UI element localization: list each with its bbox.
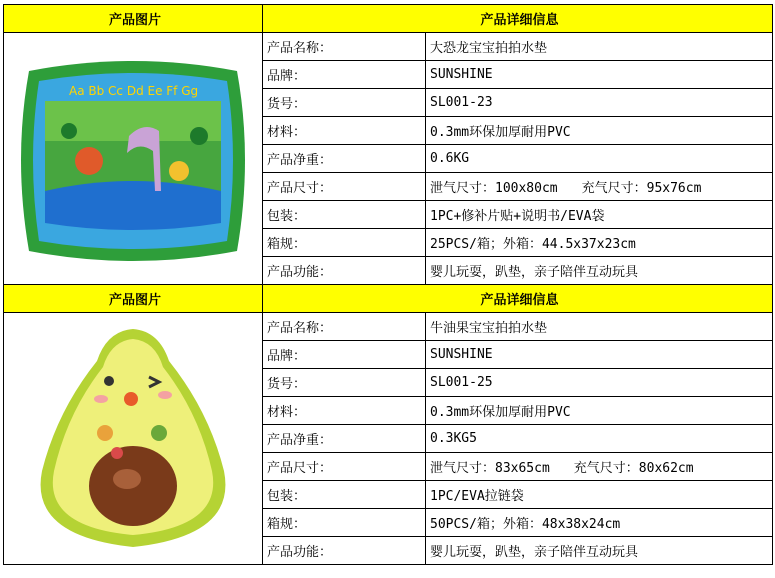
row-label: 包装：: [263, 481, 426, 509]
inflated-size: 充气尺寸：80x62cm: [573, 461, 694, 476]
row-label: 产品名称：: [263, 33, 426, 61]
row-value: SL001-25: [426, 369, 773, 397]
row-label: 箱规：: [263, 229, 426, 257]
row-value: 0.6KG: [426, 145, 773, 173]
avocado-water-mat-icon: [9, 321, 257, 557]
header-row: [4, 5, 773, 33]
row-label: 品牌：: [263, 341, 426, 369]
row-label: 产品功能：: [263, 537, 426, 565]
row-label: 产品净重：: [263, 145, 426, 173]
product-table: [3, 4, 773, 565]
product-image-cell: [4, 313, 263, 565]
row-label: 品牌：: [263, 61, 426, 89]
row-value: [426, 453, 773, 481]
row-value: 0.3KG5: [426, 425, 773, 453]
mat-letters: Aa Bb Cc Dd Ee Ff Gg: [69, 83, 199, 98]
row-value: 1PC/EVA拉链袋: [426, 481, 773, 509]
header-row: [4, 285, 773, 313]
row-value: 婴儿玩耍，趴垫，亲子陪伴互动玩具: [426, 257, 773, 285]
header-details-cell: 产品详细信息: [263, 285, 773, 313]
row-label: 产品尺寸：: [263, 173, 426, 201]
row-value: 大恐龙宝宝拍拍水垫: [426, 33, 773, 61]
row-value: 牛油果宝宝拍拍水垫: [426, 313, 773, 341]
row-label: 货号：: [263, 89, 426, 117]
row-label: 产品名称：: [263, 313, 426, 341]
row-label: 货号：: [263, 369, 426, 397]
row-value: 婴儿玩耍，趴垫，亲子陪伴互动玩具: [426, 537, 773, 565]
table-row: [4, 33, 773, 61]
header-image-cell: 产品图片: [4, 285, 263, 313]
row-label: 产品净重：: [263, 425, 426, 453]
row-label: 包装：: [263, 201, 426, 229]
header-image-cell: 产品图片: [4, 5, 263, 33]
row-value: [426, 173, 773, 201]
inflated-size: 充气尺寸：95x76cm: [581, 181, 702, 196]
dinosaur-water-mat-icon: [9, 41, 257, 277]
row-value: SUNSHINE: [426, 341, 773, 369]
row-label: 箱规：: [263, 509, 426, 537]
row-value: 25PCS/箱；外箱：44.5x37x23cm: [426, 229, 773, 257]
product-image-cell: [4, 33, 263, 285]
header-details-cell: 产品详细信息: [263, 5, 773, 33]
deflated-size: 泄气尺寸：83x65cm: [430, 461, 550, 476]
row-value: 0.3mm环保加厚耐用PVC: [426, 117, 773, 145]
row-value: SUNSHINE: [426, 61, 773, 89]
row-value: SL001-23: [426, 89, 773, 117]
deflated-size: 泄气尺寸：100x80cm: [430, 181, 558, 196]
row-label: 产品尺寸：: [263, 453, 426, 481]
row-value: 1PC+修补片贴+说明书/EVA袋: [426, 201, 773, 229]
table-row: [4, 313, 773, 341]
row-label: 材料：: [263, 397, 426, 425]
row-label: 材料：: [263, 117, 426, 145]
row-value: 0.3mm环保加厚耐用PVC: [426, 397, 773, 425]
spec-sheet: [3, 4, 772, 565]
row-value: 50PCS/箱；外箱：48x38x24cm: [426, 509, 773, 537]
row-label: 产品功能：: [263, 257, 426, 285]
